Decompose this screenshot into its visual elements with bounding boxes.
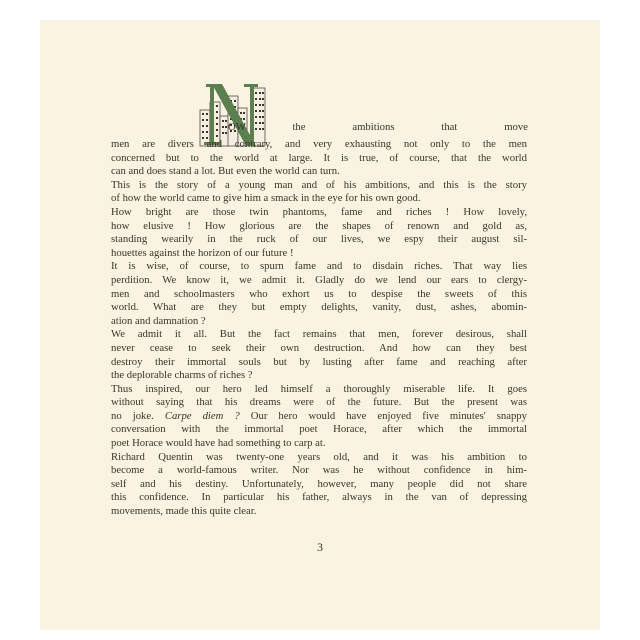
text-line: how elusive ! How glorious are the shapes of renown and gold as, <box>111 219 527 232</box>
text-line: How bright are those twin phantoms, fame and riches ! How lovely, <box>111 205 527 218</box>
text-line: of how the world came to give him a smack in the eye for his own good. <box>111 192 421 205</box>
text-line: concerned but to the world at large. It is true, of course, that the world <box>111 151 527 164</box>
text-line: this confidence. In particular his father, always in the van of depressing <box>111 491 527 504</box>
text-line: can and does stand a lot. But even the world can turn. <box>111 165 340 178</box>
text-line-with-italic: no joke. Carpe diem ? Our hero would have enjoyed five minutes' snappy <box>111 409 527 422</box>
paragraph-1 <box>111 138 527 179</box>
text-line: never cease to seek their own destruction. And how can they best <box>111 341 527 354</box>
paragraph-4 <box>111 260 527 328</box>
text-line: self and his destiny. Unfortunately, however, many people did not share <box>111 477 527 490</box>
text-line: Richard Quentin was twenty-one years old, and it was his ambition to <box>111 450 527 463</box>
text-line: men and schoolmasters who exhort us to despise the sweets of this <box>111 287 527 300</box>
page-number: 3 <box>317 540 323 554</box>
text-line: conversation with the immortal poet Horace, after which the immortal <box>111 423 527 436</box>
text-line: houettes against the horizon of our future ! <box>111 246 294 259</box>
text-line: We admit it all. But the fact remains that men, forever desirous, shall <box>111 328 527 341</box>
paragraph-6 <box>111 383 527 451</box>
paragraph-5 <box>111 328 527 382</box>
text-line: This is the story of a young man and of his ambitions, and this is the story <box>111 178 527 191</box>
text-line: poet Horace would have had something to carp at. <box>111 437 326 450</box>
text-line: men are divers and contrary, and very exhausting not only to the men <box>111 138 527 150</box>
paragraph-7 <box>111 451 527 519</box>
paragraph-3 <box>111 206 527 260</box>
text-line: perdition. We know it, we admit it. Gladly do we lend our ears to clergy- <box>111 273 527 286</box>
text-line: without saying that his dreams were of the future. But the present was <box>111 396 527 409</box>
text-line: world. What are they but empty delights, vanity, dust, ashes, abomin- <box>111 301 527 314</box>
text-line: standing wearily in the ruck of our lives, we espy their august sil- <box>111 233 527 246</box>
italic-phrase: Carpe diem ? <box>164 409 240 422</box>
text-line: become a world-famous writer. Nor was he without confidence in him- <box>111 464 527 477</box>
text-line: ation and damnation ? <box>111 314 206 327</box>
paragraph-2 <box>111 179 527 206</box>
opening-line: OW the ambitions that move <box>228 121 528 133</box>
book-page <box>40 20 600 630</box>
text-line: movements, made this quite clear. <box>111 505 257 518</box>
text-line: destroy their immortal souls but by lusting after fame and reaching after <box>111 355 527 368</box>
text-line: the deplorable charms of riches ? <box>111 369 253 382</box>
text-line: Thus inspired, our hero led himself a thoroughly miserable life. It goes <box>111 382 527 395</box>
body-text <box>111 138 527 519</box>
text-line: It is wise, of course, to spurn fame and to disdain riches. That way lies <box>111 260 527 273</box>
